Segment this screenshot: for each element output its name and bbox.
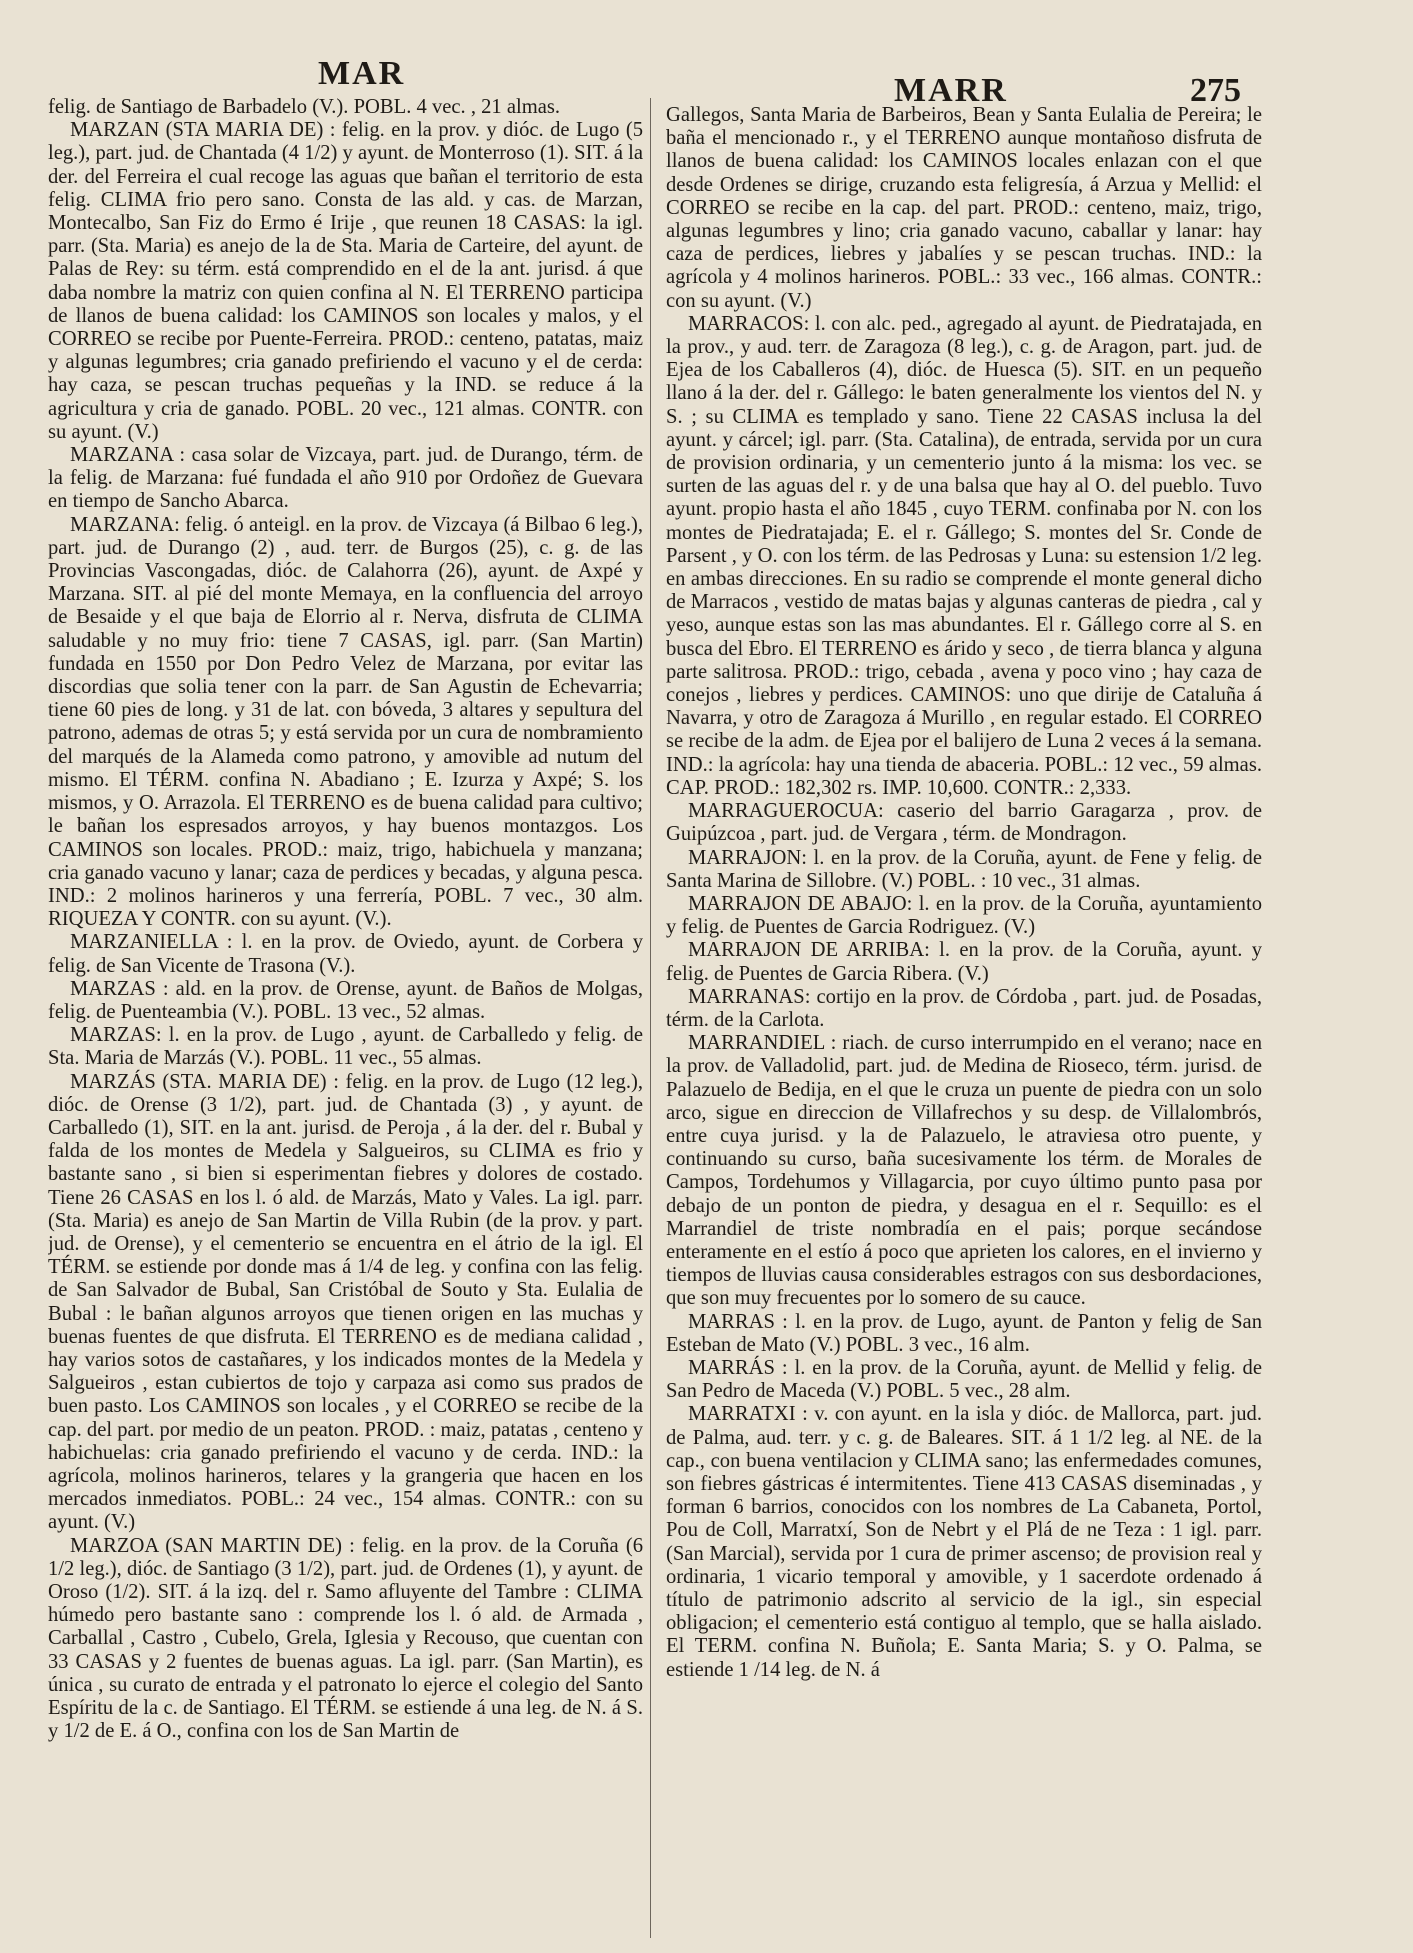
entry-marras-coruna: MARRÁS : l. en la prov. de la Coruña, ayunt. de Mellid y felig. de San Pedro de Maceda (V.) POBL. 5 vec., 28 alm.	[666, 1356, 1262, 1403]
page-number: 275	[1190, 72, 1241, 109]
entry-marzaniella: MARZANIELLA : l. en la prov. de Oviedo, ayunt. de Corbera y felig. de San Vicente de Trasona (V.).	[48, 931, 643, 977]
column-divider	[650, 98, 651, 1938]
entry-continuation: felig. de Santiago de Barbadelo (V.). POBL. 4 vec. , 21 almas.	[48, 96, 561, 118]
entry-marzan: MARZAN (STA MARIA DE) : felig. en la prov. y dióc. de Lugo (5 leg.), part. jud. de Chantada (4 1/2) y ayunt. de Monterroso (1). SIT. á la der. del Ferreira el cual recoge las aguas que bañan el territorio de esta felig. CLIMA frio pero sano. Consta de las ald. y cas. de Marzan, Montecalbo, San Fiz do Ermo é Irije , que reunen 18 CASAS: la igl. parr. (Sta. Maria) es anejo de la de Sta. Maria de Carteire, del ayunt. de Palas de Rey: su térm. está comprendido en el de la ant. jurisd. á que daba nombre la matriz con quien confina al N. El TERRENO participa de llanos de buena calidad: los CAMINOS son locales y malos, y el CORREO se recibe por Puente-Ferreira. PROD.: centeno, patatas, maiz y algunas legumbres; cria ganado prefiriendo el vacuno y el de cerda: hay caza, se pescan truchas pequeñas y la IND. se reduce á la agricultura y cria de ganado. POBL. 20 vec., 121 almas. CONTR. con su ayunt. (V.)	[48, 119, 643, 443]
entry-marzana-felig: MARZANA: felig. ó anteigl. en la prov. de Vizcaya (á Bilbao 6 leg.), part. jud. de Durango (2) , aud. terr. de Burgos (25), c. g. de las Provincias Vascongadas, dióc. de Calahorra (26), ayunt. de Axpé y Marzana. SIT. al pié del monte Memaya, en la confluencia del arroyo de Besaide y el que baja de Elorrio al r. Nerva, disfruta de CLIMA saludable y no muy frio: tiene 7 CASAS, igl. parr. (San Martin) fundada en 1550 por Don Pedro Velez de Marzana, por evitar las discordias que solia tener con la parr. de San Agustin de Echevarria; tiene 60 pies de long. y 31 de lat. con bóveda, 3 altares y sepultura del patrono, ademas de otras 5; y está servida por un cura de nombramiento del marqués de la Alameda como patrono, y amovible ad nutum del mismo. El TÉRM. confina N. Abadiano ; E. Izurza y Axpé; S. los mismos, y O. Arrazola. El TERRENO es de buena calidad para cultivo; le bañan los espresados arroyos, y hay buenos montazgos. Los CAMINOS son locales. PROD.: maiz, trigo, habichuela y manzana; cria ganado vacuno y lanar; caza de perdices y becadas, y alguna pesca. IND.: 2 molinos harineros y una ferrería, POBL. 7 vec., 30 alm. RIQUEZA Y CONTR. con su ayunt. (V.).	[48, 513, 643, 931]
entry-marranas: MARRANAS: cortijo en la prov. de Córdoba , part. jud. de Posadas, térm. de la Carlota.	[666, 985, 1262, 1031]
entry-marzas-lugo: MARZAS: l. en la prov. de Lugo , ayunt. de Carballedo y felig. de Sta. Maria de Marzás (V.). POBL. 11 vec., 55 almas.	[48, 1024, 643, 1070]
entry-marrajon: MARRAJON: l. en la prov. de la Coruña, ayunt. de Fene y felig. de Santa Marina de Sillobre. (V.) POBL. : 10 vec., 31 almas.	[666, 846, 1262, 892]
entry-marras-lugo: MARRAS : l. en la prov. de Lugo, ayunt. de Panton y felig de San Esteban de Mato (V.) POBL. 3 vec., 16 alm.	[666, 1310, 1262, 1356]
entry-marzas-orense: MARZAS : ald. en la prov. de Orense, ayunt. de Baños de Molgas, felig. de Puenteambia (V.). POBL. 13 vec., 52 almas.	[48, 977, 643, 1023]
entry-marratxi: MARRATXI : v. con ayunt. en la isla y dióc. de Mallorca, part. jud. de Palma, aud. terr. y c. g. de Baleares. SIT. á 1 1/2 leg. al NE. de la cap., con buena ventilacion y CLIMA sano; las enfermedades comunes, son fiebres gástricas é intermitentes. Tiene 413 CASAS diseminadas , y forman 6 barrios, conocidos con los nombres de La Cabaneta, Portol, Pou de Coll, Marratxí, Son de Nebrt y el Plá de ne Teza : 1 igl. parr. (San Marcial), servida por 1 cura de primer ascenso; de provision real y ordinaria, 1 vicario temporal y amovible, y 1 sacerdote ordenado á título de patrimonio adscrito al servicio de la igl., sin especial obligacion; el cementerio está contiguo al templo, que se halla aislado. El TERM. confina N. Buñola; E. Santa Maria; S. y O. Palma, se estiende 1 /14 leg. de N. á	[666, 1403, 1262, 1681]
right-column	[666, 104, 1262, 1934]
running-head-right: MARR	[894, 72, 1008, 109]
entry-marrajon-de-abajo: MARRAJON DE ABAJO: l. en la prov. de la Coruña, ayuntamiento y felig. de Puentes de Garcia Rodriguez. (V.)	[666, 892, 1262, 939]
entry-marzoa: MARZOA (SAN MARTIN DE) : felig. en la prov. de la Coruña (6 1/2 leg.), dióc. de Santiago (3 1/2), part. jud. de Ordenes (1), y ayunt. de Oroso (1/2). SIT. á la izq. del r. Samo afluyente del Tambre : CLIMA húmedo pero bastante sano : comprende los l. ó ald. de Armada , Carballal , Castro , Cubelo, Grela, Iglesia y Recouso, que cuentan con 33 CASAS y 2 fuentes de buenas aguas. La igl. parr. (San Martin), es única , su curato de entrada y el patronato lo ejerce el colegio del Santo Espíritu de la c. de Santiago. El TÉRM. se estiende á una leg. de N. á S. y 1/2 de E. á O., confina con los de San Martin de	[48, 1534, 643, 1743]
entry-continuation: Gallegos, Santa Maria de Barbeiros, Bean y Santa Eulalia de Pereira; le baña el mencionado r., y el TERRENO aunque montañoso disfruta de llanos de buena calidad: los CAMINOS locales enlazan con el que desde Ordenes se dirige, cruzando esta feligresía, á Arzua y Mellid: el CORREO se recibe en la cap. del part. PROD.: centeno, maiz, trigo, algunas legumbres y lino; cria ganado vacuno, caballar y lanar: hay caza de perdices, liebres y jabalíes y se pescan truchas. IND.: la agrícola y 4 molinos harineros. POBL.: 33 vec., 166 almas. CONTR.: con su ayunt. (V.)	[666, 104, 1262, 312]
entry-marraguerocua: MARRAGUEROCUA: caserio del barrio Garagarza , prov. de Guipúzcoa , part. jud. de Vergara , térm. de Mondragon.	[666, 800, 1262, 846]
entry-marracos: MARRACOS: l. con alc. ped., agregado al ayunt. de Piedratajada, en la prov., y aud. terr. de Zaragoza (8 leg.), c. g. de Aragon, part. jud. de Ejea de los Caballeros (4), dióc. de Huesca (5). SIT. en un pequeño llano á la der. del r. Gállego: le baten generalmente los vientos del N. y S. ; su CLIMA es templado y sano. Tiene 22 CASAS inclusa la del ayunt. y cárcel; igl. parr. (Sta. Catalina), de entrada, servida por un cura de provision ordinaria, y un cementerio junto á la misma: los vec. se surten de las aguas del r. y de una balsa que hay al O. del pueblo. Tuvo ayunt. propio hasta el año 1845 , cuyo TERM. confinaba por N. con los montes de Piedratajada; E. el r. Gállego; S. montes del Sr. Conde de Parsent , y O. con los térm. de las Pedrosas y Luna: su estension 1/2 leg. en ambas direcciones. En su radio se comprende el monte general dicho de Marracos , vestido de matas bajas y algunas canteras de piedra , cal y yeso, aunque estas son las mas abundantes. El r. Gállego corre al S. en busca del Ebro. El TERRENO es árido y seco , de tierra blanca y alguna parte salitrosa. PROD.: trigo, cebada , avena y poco vino ; hay caza de conejos , liebres y perdices. CAMINOS: uno que dirije de Cataluña á Navarra, y otro de Zaragoza á Murillo , en regular estado. El CORREO se recibe de la adm. de Ejea por el balijero de Luna 2 veces á la semana. IND.: la agrícola: hay una tienda de abaceria. POBL.: 12 vec., 59 almas. CAP. PROD.: 182,302 rs. IMP. 10,600. CONTR.: 2,333.	[666, 312, 1262, 799]
entry-marrandiel: MARRANDIEL : riach. de curso interrumpido en el verano; nace en la prov. de Valladolid, part. jud. de Medina de Rioseco, térm. jurisd. de Palazuelo de Bedija, en el que le cruza un puente de piedra con un solo arco, sigue en direccion de Villafrechos y su desp. de Villalombrós, entre cuya jurisd. y la de Palazuelo, le atraviesa otro puente, y continuando su curso, baña sucesivamente los térm. de Morales de Campos, Tordehumos y Villagarcia, por cuyo último punto pasa por debajo de un ponton de piedra, y desagua en el r. Sequillo: es el Marrandiel de triste nombradía en el pais; porque secándose enteramente en el estío á poco que aprieten los calores, en el invierno y tiempos de lluvias causa considerables estragos con sus desbordaciones, que son muy frecuentes por lo somero de su cauce.	[666, 1032, 1262, 1310]
entry-marrajon-de-arriba: MARRAJON DE ARRIBA: l. en la prov. de la Coruña, ayunt. y felig. de Puentes de Garcia Ribera. (V.)	[666, 939, 1262, 985]
left-column	[48, 96, 643, 1926]
entry-marzas-sta-maria: MARZÁS (STA. MARIA DE) : felig. en la prov. de Lugo (12 leg.), dióc. de Orense (3 1/2), part. jud. de Chantada (3) , y ayunt. de Carballedo (1), SIT. en la ant. jurisd. de Peroja , á la der. del r. Bubal y falda de los montes de Medela y Salgueiros, su CLIMA es frio y bastante sano , si bien si esperimentan fiebres y dolores de costado. Tiene 26 CASAS en los l. ó ald. de Marzás, Mato y Vales. La igl. parr. (Sta. Maria) es anejo de San Martin de Villa Rubin (de la prov. y part. jud. de Orense), y el cementerio se encuentra en el átrio de la igl. El TÉRM. se estiende por donde mas á 1/4 de leg. y confina con las felig. de San Salvador de Bubal, San Cristóbal de Souto y Sta. Eulalia de Bubal : le bañan algunos arroyos que tienen origen en las muchas y buenas fuentes de que disfruta. El TERRENO es de mediana calidad , hay varios sotos de castañares, y los indicados montes de la Medela y Salgueiros , estan cubiertos de tojo y carpaza asi como sus prados de buen pasto. Los CAMINOS son locales , y el CORREO se recibe de la cap. del part. por medio de un peaton. PROD. : maiz, patatas , centeno y habichuelas: cria ganado prefiriendo el vacuno y de cerda. IND.: la agrícola, molinos harineros, telares y la grangeria que hacen en los mercados inmediatos. POBL.: 24 vec., 154 almas. CONTR.: con su ayunt. (V.)	[48, 1070, 643, 1534]
running-head-left: MAR	[318, 55, 406, 92]
entry-marzana-casa: MARZANA : casa solar de Vizcaya, part. jud. de Durango, térm. de la felig. de Marzana: fué fundada el año 910 por Ordoñez de Guevara en tiempo de Sancho Abarca.	[48, 444, 643, 513]
